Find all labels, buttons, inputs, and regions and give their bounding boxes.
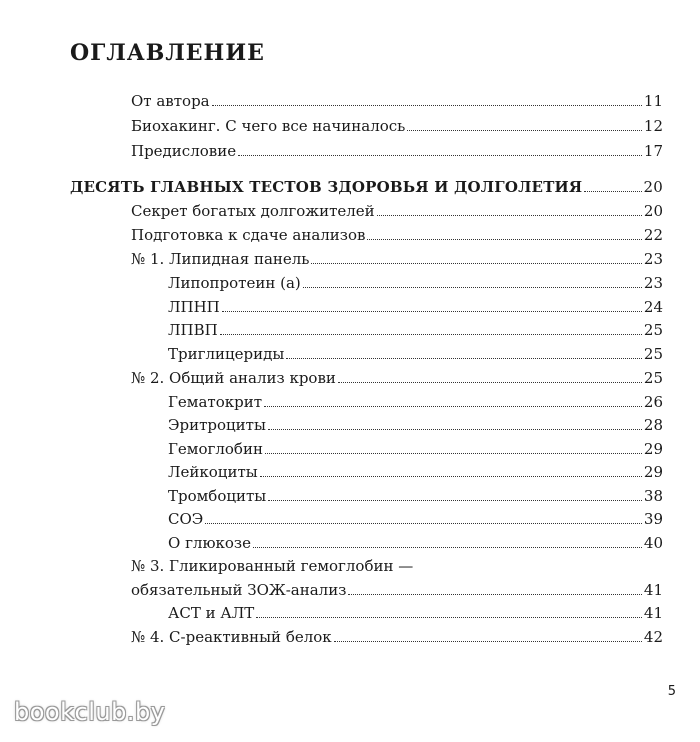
toc-entry-page: 26	[643, 393, 663, 411]
toc-entry	[131, 116, 663, 136]
toc-entry	[131, 580, 663, 600]
watermark: bookclub.by	[14, 698, 166, 726]
toc-entry-label: № 2. Общий анализ крови	[131, 369, 336, 387]
toc-entry-page: 38	[643, 487, 663, 505]
toc-entry-label: № 3. Гликированный гемоглобин —	[131, 557, 414, 575]
page-title: ОГЛАВЛЕНИЕ	[70, 40, 265, 66]
toc-entry-label: № 4. С-реактивный белок	[131, 628, 332, 646]
dot-leader	[407, 116, 642, 131]
dot-leader	[238, 141, 642, 156]
toc-entry-label: Предисловие	[131, 142, 237, 160]
toc-entry	[168, 509, 663, 529]
toc-entry	[168, 462, 663, 482]
toc-entry-page: 25	[643, 369, 663, 387]
dot-leader	[584, 177, 641, 192]
toc-entry-page: 39	[643, 510, 663, 528]
dot-leader	[265, 439, 642, 454]
toc-entry	[131, 91, 663, 111]
toc-entry-label: СОЭ	[168, 510, 204, 528]
toc-entry-page: 29	[643, 463, 663, 481]
toc-entry-page: 20	[643, 178, 663, 196]
toc-chapter	[70, 177, 663, 197]
dot-leader	[338, 368, 642, 383]
toc-entry	[168, 415, 663, 435]
toc-entry-label: ЛПНП	[168, 298, 220, 316]
toc-entry-label: О глюкозе	[168, 534, 251, 552]
toc-entry-label: Липопротеин (а)	[168, 274, 301, 292]
dot-leader	[256, 603, 642, 618]
toc-entry-label: Триглицериды	[168, 345, 285, 363]
toc-entry	[131, 225, 663, 245]
toc-entry-page: 20	[643, 202, 663, 220]
dot-leader	[222, 297, 642, 312]
toc-entry-label: ЛПВП	[168, 321, 218, 339]
toc-entry-label: Эритроциты	[168, 416, 266, 434]
toc-entry-page: 11	[643, 92, 663, 110]
toc-entry	[168, 344, 663, 364]
toc-entry-page: 41	[643, 604, 663, 622]
dot-leader	[311, 249, 641, 264]
dot-leader	[334, 627, 642, 642]
toc-entry-page: 25	[643, 321, 663, 339]
toc-entry	[168, 439, 663, 459]
toc-entry-label: Биохакинг. С чего все начиналось	[131, 117, 406, 135]
toc-entry-page: 23	[643, 274, 663, 292]
toc-chapter-label: ДЕСЯТЬ ГЛАВНЫХ ТЕСТОВ ЗДОРОВЬЯ И ДОЛГОЛЕТИЯ	[70, 178, 583, 196]
dot-leader	[220, 320, 642, 335]
toc-entry-label: Секрет богатых долгожителей	[131, 202, 375, 220]
toc-entry	[168, 603, 663, 623]
toc-entry	[131, 141, 663, 161]
dot-leader	[253, 533, 642, 548]
dot-leader	[212, 91, 642, 106]
toc-entry	[168, 297, 663, 317]
toc-entry-page: 24	[643, 298, 663, 316]
toc-entry-label: Гемоглобин	[168, 440, 263, 458]
dot-leader	[377, 201, 642, 216]
toc-entry	[131, 201, 663, 221]
dot-leader	[286, 344, 642, 359]
toc-entry-page: 25	[643, 345, 663, 363]
toc-entry-page: 17	[643, 142, 663, 160]
toc-entry-page: 23	[643, 250, 663, 268]
toc-entry-label: От автора	[131, 92, 210, 110]
dot-leader	[264, 392, 642, 407]
toc-entry	[131, 556, 663, 576]
page-number: 5	[667, 684, 676, 699]
toc-entry	[168, 486, 663, 506]
toc-entry	[168, 533, 663, 553]
toc-entry-label: № 1. Липидная панель	[131, 250, 310, 268]
toc-entry-page: 22	[643, 226, 663, 244]
toc-entry-page: 40	[643, 534, 663, 552]
dot-leader	[260, 462, 642, 477]
toc-entry	[131, 249, 663, 269]
dot-leader	[303, 273, 642, 288]
dot-leader	[205, 509, 642, 524]
dot-leader	[268, 486, 642, 501]
toc-entry-label: обязательный ЗОЖ-анализ	[131, 581, 347, 599]
toc-entry-page: 28	[643, 416, 663, 434]
toc-entry-page: 42	[643, 628, 663, 646]
toc-entry	[168, 273, 663, 293]
toc-entry-label: Тромбоциты	[168, 487, 267, 505]
toc-entry	[168, 320, 663, 340]
toc-entry-page: 12	[643, 117, 663, 135]
dot-leader	[348, 580, 642, 595]
toc-entry-page: 29	[643, 440, 663, 458]
toc-entry-label: АСТ и АЛТ	[168, 604, 255, 622]
toc-entry-label: Подготовка к сдаче анализов	[131, 226, 366, 244]
toc-entry	[168, 392, 663, 412]
toc-entry-label: Лейкоциты	[168, 463, 258, 481]
dot-leader	[268, 415, 642, 430]
toc-entry-label: Гематокрит	[168, 393, 263, 411]
toc-entry	[131, 368, 663, 388]
toc-entry-page: 41	[643, 581, 663, 599]
dot-leader	[367, 225, 641, 240]
toc-entry	[131, 627, 663, 647]
